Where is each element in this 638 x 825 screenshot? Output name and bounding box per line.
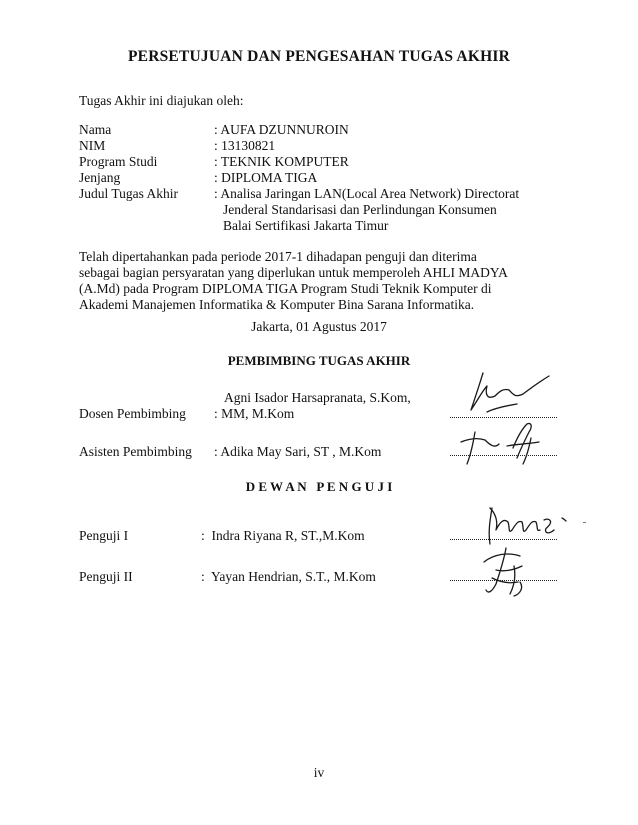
field-label-program-studi: Program Studi xyxy=(79,154,158,169)
signature-dosen xyxy=(465,368,560,418)
statement-line: sebagai bagian persyaratan yang diperlukan untuk memperoleh AHLI MADYA xyxy=(79,265,508,280)
scan-speck xyxy=(583,522,586,523)
statement-line: Telah dipertahankan pada periode 2017-1 dihadapan penguji dan diterima xyxy=(79,249,477,264)
intro-text: Tugas Akhir ini diajukan oleh: xyxy=(79,93,244,108)
page-title: PERSETUJUAN DAN PENGESAHAN TUGAS AKHIR xyxy=(128,48,510,65)
penguji1-label: Penguji I xyxy=(79,528,129,543)
penguji2-name: : Yayan Hendrian, S.T., M.Kom xyxy=(201,569,376,584)
statement-paragraph xyxy=(79,249,562,313)
judul-line: Jenderal Standarisasi dan Perlindungan Konsumen xyxy=(223,202,497,217)
field-value-jenjang: : DIPLOMA TIGA xyxy=(214,170,318,185)
advisors-heading: PEMBIMBING TUGAS AKHIR xyxy=(227,353,411,368)
field-value-nim: : 13130821 xyxy=(214,138,276,153)
asisten-name: : Adika May Sari, ST , M.Kom xyxy=(214,444,382,459)
field-value-judul xyxy=(214,186,561,234)
penguji1-name: : Indra Riyana R, ST.,M.Kom xyxy=(201,528,365,543)
dosen-name-line2: : MM, M.Kom xyxy=(214,406,295,421)
signature-asisten xyxy=(455,418,545,466)
place-date: Jakarta, 01 Agustus 2017 xyxy=(251,319,387,334)
signature-penguji2 xyxy=(470,542,550,598)
field-label-nama: Nama xyxy=(79,122,112,137)
dosen-name-line1: Agni Isador Harsapranata, S.Kom, xyxy=(224,390,411,405)
asisten-label: Asisten Pembimbing xyxy=(79,444,192,459)
dosen-label: Dosen Pembimbing xyxy=(79,406,186,421)
judul-line: : Analisa Jaringan LAN(Local Area Network) Directorat xyxy=(214,186,520,201)
field-label-jenjang: Jenjang xyxy=(79,170,121,185)
field-value-nama: : AUFA DZUNNUROIN xyxy=(214,122,349,137)
statement-line: (A.Md) pada Program DIPLOMA TIGA Program Studi Teknik Komputer di xyxy=(79,281,492,296)
field-label-judul: Judul Tugas Akhir xyxy=(79,186,179,201)
examiners-heading: D E W A N P E N G U J I xyxy=(245,479,393,494)
judul-line: Balai Sertifikasi Jakarta Timur xyxy=(223,218,389,233)
field-label-nim: NIM xyxy=(79,138,106,153)
page-number: iv xyxy=(313,765,325,780)
field-value-program-studi: : TEKNIK KOMPUTER xyxy=(214,154,349,169)
penguji2-label: Penguji II xyxy=(79,569,133,584)
statement-line: Akademi Manajemen Informatika & Komputer Bina Sarana Informatika. xyxy=(79,297,475,312)
